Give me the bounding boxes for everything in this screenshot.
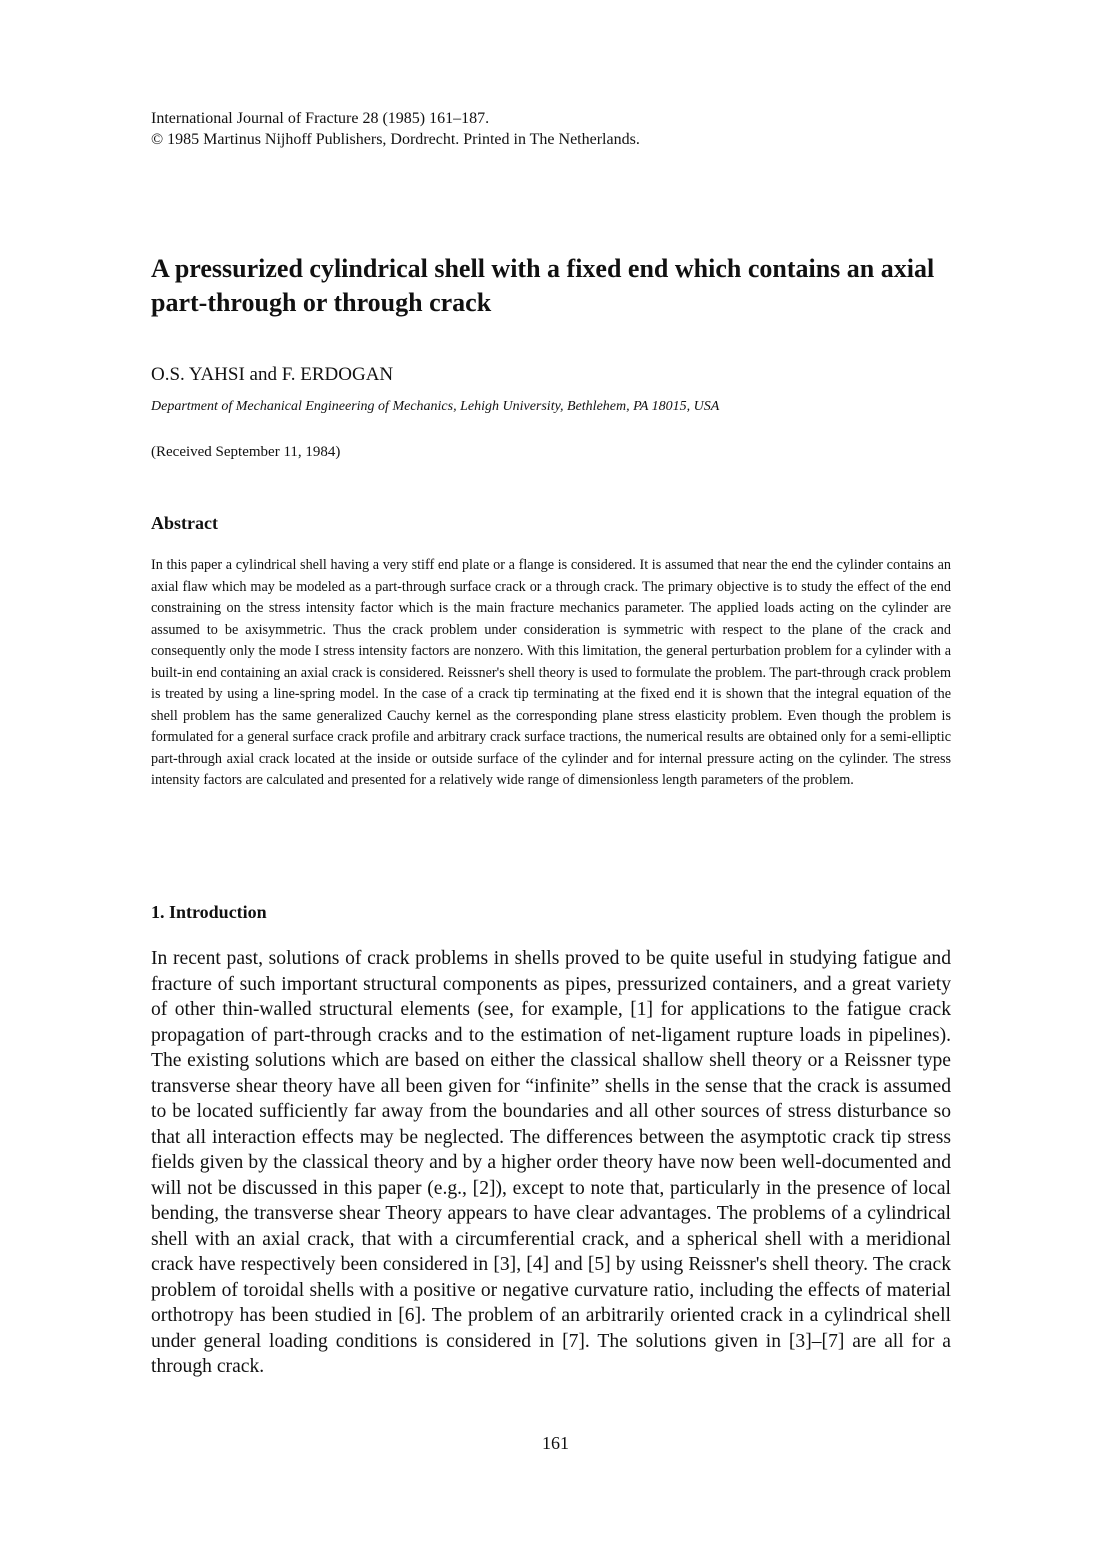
copyright-notice: © 1985 Martinus Nijhoff Publishers, Dordrecht. Printed in The Netherlands. <box>151 131 640 148</box>
introduction-text: In recent past, solutions of crack problems in shells proved to be quite useful in studying fatigue and fracture of such important structural components as pipes, pressurized containers, and a great variety of other thin-walled structural elements (see, for example, [1] for applications to the fatigue crack propagation of part-through cracks and to the estimation of net-ligament rupture loads in pipelines). The existing solutions which are based on either the classical shallow shell theory or a Reissner type transverse shear theory have all been given for “infinite” shells in the sense that the crack is assumed to be located sufficiently far away from the boundaries and all other sources of stress disturbance so that all interaction effects may be neglected. The differences between the asymptotic crack tip stress fields given by the classical theory and by a higher order theory have now been well-documented and will not be discussed in this paper (e.g., [2]), except to note that, particularly in the presence of local bending, the transverse shear Theory appears to have clear advantages. The problems of a cylindrical shell with an axial crack, that with a circumferential crack, and a spherical shell with a meridional crack have respectively been considered in [3], [4] and [5] by using Reissner's shell theory. The crack problem of toroidal shells with a positive or negative curvature ratio, including the effects of material orthotropy has been studied in [6]. The problem of an arbitrarily oriented crack in a cylindrical shell under general loading conditions is considered in [7]. The solutions given in [3]–[7] are all for a through crack. <box>151 948 951 1377</box>
abstract-text: In this paper a cylindrical shell having a very stiff end plate or a flange is considered. It is assumed that near the end the cylinder contains an axial flaw which may be modeled as a part-through surface crack or a through crack. The primary objective is to study the effect of the end constraining on the stress intensity factor which is the main fracture mechanics parameter. The applied loads acting on the cylinder are assumed to be axisymmetric. Thus the crack problem under consideration is symmetric with respect to the plane of the crack and consequently only the mode I stress intensity factors are nonzero. With this limitation, the general perturbation problem for a cylinder with a built-in end containing an axial crack is considered. Reissner's shell theory is used to formulate the problem. The part-through crack problem is treated by using a line-spring model. In the case of a crack tip terminating at the fixed end it is shown that the integral equation of the shell problem has the same generalized Cauchy kernel as the corresponding plane stress elasticity problem. Even though the problem is formulated for a general surface crack profile and arbitrary crack surface tractions, the numerical results are obtained only for a semi-elliptic part-through axial crack located at the inside or outside surface of the cylinder and for internal pressure acting on the cylinder. The stress intensity factors are calculated and presented for a relatively wide range of dimensionless length parameters of the problem. <box>151 557 951 788</box>
paper-authors: O.S. YAHSI and F. ERDOGAN <box>151 364 394 385</box>
journal-citation: International Journal of Fracture 28 (1985) 161–187. <box>151 110 490 127</box>
author-affiliation: Department of Mechanical Engineering of Mechanics, Lehigh University, Bethlehem, PA 18015, USA <box>151 399 720 414</box>
page-number: 161 <box>542 1433 569 1453</box>
journal-header <box>151 108 851 150</box>
received-date: (Received September 11, 1984) <box>151 444 341 460</box>
introduction-heading: 1. Introduction <box>151 902 267 922</box>
abstract-heading: Abstract <box>151 513 218 533</box>
paper-title: A pressurized cylindrical shell with a fixed end which contains an axial part-through or through crack <box>151 254 935 317</box>
